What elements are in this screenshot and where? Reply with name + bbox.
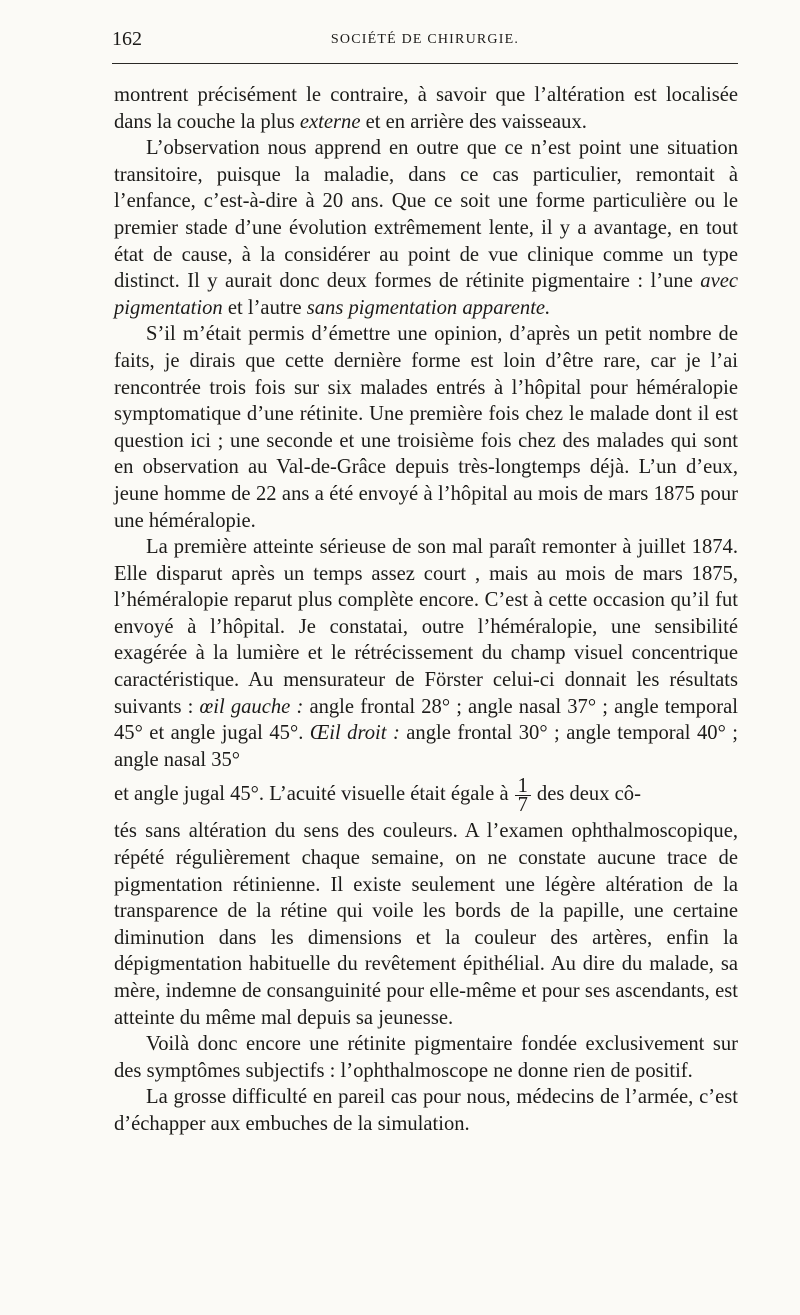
emphasis-avec-pigmentation: avec pigmentation bbox=[114, 270, 738, 319]
header-rule bbox=[112, 63, 738, 64]
page-header bbox=[112, 28, 738, 54]
emphasis-oeil-gauche: œil gauche : bbox=[199, 695, 304, 718]
body-text bbox=[114, 82, 738, 1138]
paragraph-6: La grosse difficulté en pareil cas pour nous, médecins de l’armée, c’est d’échapper aux embuches de la simulation. bbox=[114, 1086, 738, 1135]
fraction-numerator: 1 bbox=[515, 777, 531, 796]
paragraph-4-continued: tés sans altération du sens des couleurs. A l’examen ophthalmoscopique, répété régulièrement chaque semaine, on ne constate aucune trace de pigmentation rétinienne. Il existe seulement une légère altération de la transparence de la rétine qui voile les bords de la papille, une certaine diminution dans les dimensions et la couleur des artères, enfin la dépigmentation habituelle du revêtement épithélial. Au dire du malade, sa mère, indemne de consanguinité pour elle-même et pour ses ascendants, est atteinte du même mal depuis sa jeunesse. bbox=[114, 820, 738, 1029]
emphasis-externe: externe bbox=[299, 110, 361, 133]
emphasis-oeil-droit: Œil droit : bbox=[309, 722, 400, 745]
page-number: 162 bbox=[112, 28, 142, 50]
fraction-denominator: 7 bbox=[517, 794, 528, 817]
paragraph-5: Voilà donc encore une rétinite pigmentaire fondée exclusivement sur des symptômes subjectifs : l’ophthalmoscope ne donne rien de positif. bbox=[114, 1033, 738, 1082]
paragraph-1: montrent précisément le contraire, à savoir que l’altération est localisée dans la couche la plus externe et en arrière des vaisseaux. bbox=[114, 84, 738, 133]
running-head: SOCIÉTÉ DE CHIRURGIE. bbox=[330, 32, 520, 47]
paragraph-4: La première atteinte sérieuse de son mal paraît remonter à juillet 1874. Elle disparut après un temps assez court , mais au mois de mars 1875, l’héméralopie reparut plus complète encore. C’est à cette occasion qu’il fut envoyé à l’hôpital. Je constatai, outre l’héméralopie, une sensibilité exagérée à la lumière et le rétrécissement du champ visuel concentrique caractéristique. Au mensurateur de Förster celui-ci donnait les résultats suivants : œil gauche : angle frontal 28° ; angle nasal 37° ; angle temporal 45° et angle jugal 45°. Œil droit : angle frontal 30° ; angle temporal 40° ; angle nasal 35° bbox=[114, 536, 738, 771]
paragraph-2: L’observation nous apprend en outre que ce n’est point une situation transitoire, puisque la maladie, dans ce cas particulier, remontait à l’enfance, c’est-à-dire à 20 ans. Que ce soit une forme particulière ou le premier stade d’une évolution extrêmement lente, il y a avantage, en tout état de cause, à la considérer au point de vue clinique comme un type distinct. Il y aurait donc deux formes de rétinite pigmentaire : l’une avec pigmentation et l’autre sans pigmentation apparente. bbox=[114, 137, 738, 319]
fraction-one-seventh bbox=[515, 775, 531, 817]
paragraph-3: S’il m’était permis d’émettre une opinion, d’après un petit nombre de faits, je dirais que cette dernière forme est loin d’être rare, car je l’ai rencontrée trois fois sur six malades entrés à l’hôpital pour héméralopie symptomatique d’une rétinite. Une première fois chez le malade dont il est question ici ; une seconde et une troisième fois chez des malades qui sont en observation au Val-de-Grâce depuis très-longtemps déjà. L’un d’eux, jeune homme de 22 ans a été envoyé à l’hôpital au mois de mars 1875 pour une héméralopie. bbox=[114, 323, 738, 532]
fraction-line: et angle jugal 45°. L’acuité visuelle était égale à $\frac{1}{7}$ des deux cô- bbox=[114, 775, 641, 817]
emphasis-sans-pigmentation: sans pigmentation apparente. bbox=[306, 296, 551, 319]
